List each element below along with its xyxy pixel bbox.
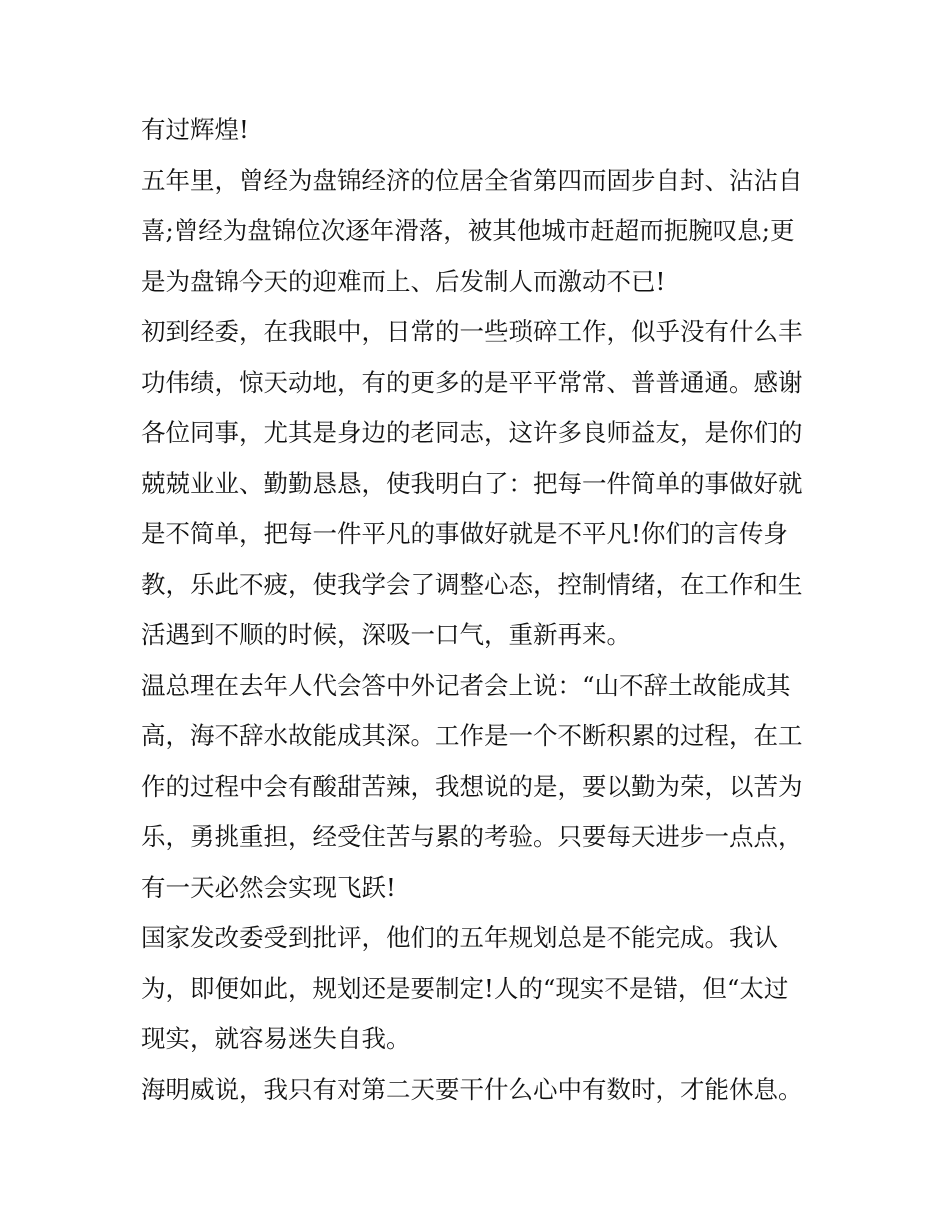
text-line: 现实，就容易迷失自我。 [141,1024,411,1053]
text-line: 各位同事，尤其是身边的老同志，这许多良师益友，是你们的 [141,418,803,447]
text-line: 高，海不辞水故能成其深。工作是一个不断积累的过程，在工 [141,721,803,750]
text-line: 五年里，曾经为盘锦经济的位居全省第四而固步自封、沾沾自 [141,165,803,195]
text-line: 是为盘锦今天的迎难而上、后发制人而激动不已! [141,266,666,296]
text-line: 国家发改委受到批评，他们的五年规划总是不能完成。我认 [141,923,778,952]
text-line: 是不简单，把每一件平凡的事做好就是不平凡!你们的言传身 [141,519,788,548]
text-line: 活遇到不顺的时候，深吸一口气，重新再来。 [141,620,631,649]
text-line: 有过辉煌! [141,115,249,144]
text-line: 海明威说，我只有对第二天要干什么心中有数时，才能休息。 [141,1074,803,1104]
document-body [141,105,821,1115]
text-line: 喜;曾经为盘锦位次逐年滑落，被其他城市赶超而扼腕叹息;更 [141,216,795,245]
text-line: 初到经委，在我眼中，日常的一些琐碎工作，似乎没有什么丰 [141,317,803,346]
text-line: 作的过程中会有酸甜苦辣，我想说的是，要以勤为荣，以苦为 [141,771,803,801]
text-line: 教，乐此不疲，使我学会了调整心态，控制情绪，在工作和生 [141,569,803,599]
text-line: 为，即便如此，规划还是要制定!人的“现实不是错，但“太过 [141,973,789,1003]
text-line: 乐，勇挑重担，经受住苦与累的考验。只要每天进步一点点， [141,822,803,851]
text-line: 有一天必然会实现飞跃! [141,872,396,902]
text-line: 兢兢业业、勤勤恳恳，使我明白了：把每一件简单的事做好就 [141,468,803,498]
text-line: 温总理在去年人代会答中外记者会上说：“山不辞土故能成其 [141,670,791,700]
text-line: 功伟绩，惊天动地，有的更多的是平平常常、普普通通。感谢 [141,367,803,397]
